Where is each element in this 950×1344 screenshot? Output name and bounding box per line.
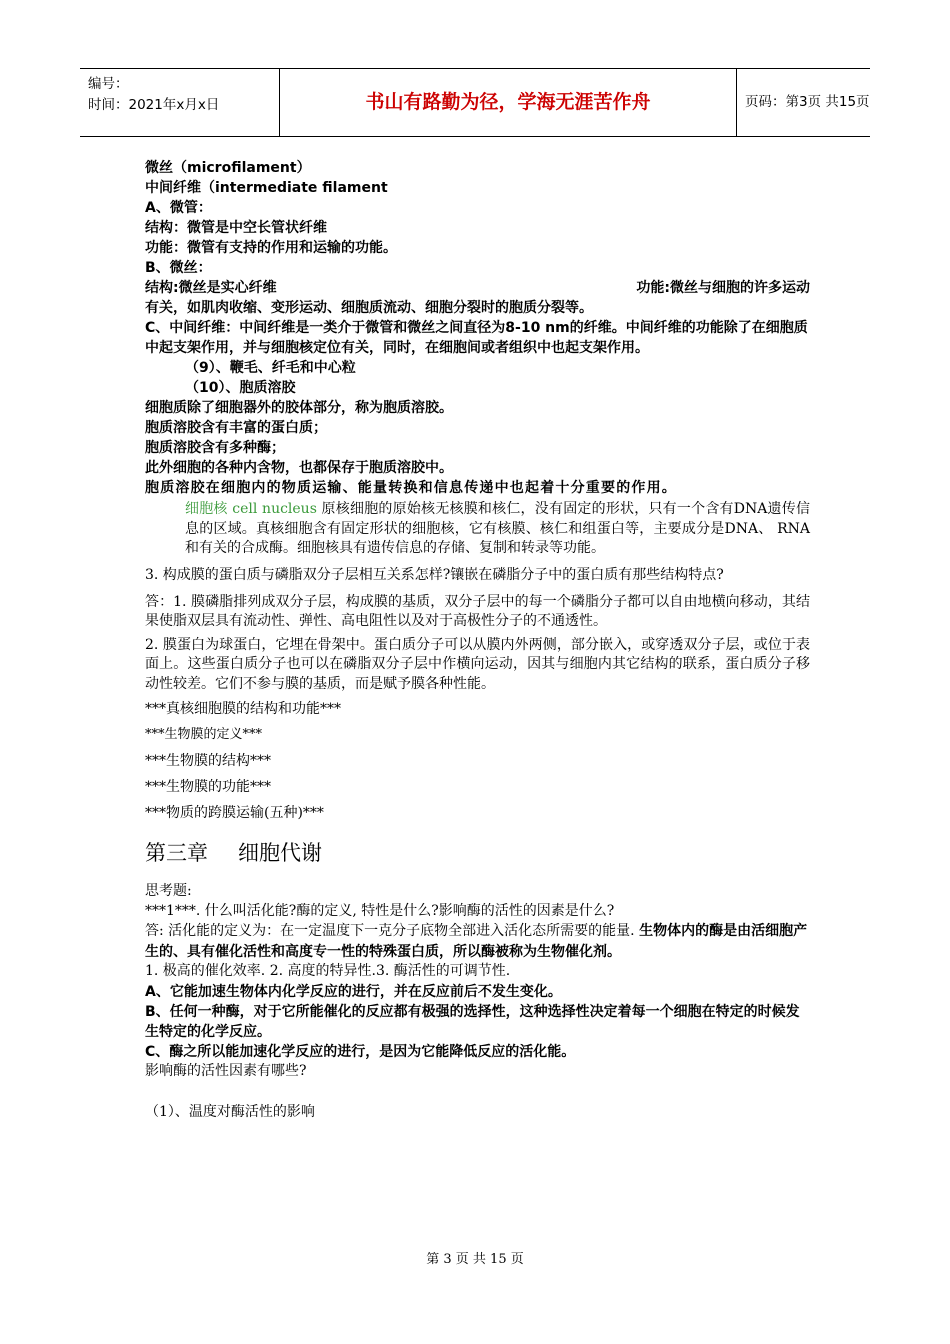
- cytosol-role: 胞质溶胶在细胞内的物质运输、能量转换和信息传递中也起着十分重要的作用。: [145, 480, 677, 496]
- property-c: C、酶之所以能加速化学反应的进行，是因为它能降低反应的活化能。: [145, 1043, 576, 1060]
- chapter-number: 第三章: [145, 841, 208, 865]
- cytosol-enzymes: 胞质溶胶含有多种酶；: [145, 440, 285, 456]
- section-definition: ***生物膜的定义***: [145, 727, 263, 742]
- page-header: [80, 68, 870, 137]
- section-structure: ***生物膜的结构***: [145, 753, 271, 769]
- answer-lead: 答: 活化能的定义为：在一定温度下一克分子底物全部进入活化态所需要的能量.: [145, 923, 640, 939]
- enzyme-properties: 1. 极高的催化效率. 2. 高度的特异性.3. 酶活性的可调节性.: [145, 963, 511, 979]
- answer-activation: [145, 921, 810, 962]
- heading-flagella: （9）、鞭毛、纤毛和中心粒: [185, 360, 356, 376]
- microtubule-function: 功能：微管有支持的作用和运输的功能。: [145, 240, 397, 256]
- question-1: ***1***. 什么叫活化能?酶的定义, 特性是什么?影响酶的活性的因素是什么?: [145, 902, 615, 919]
- property-a: A、它能加速生物体内化学反应的进行，并在反应前后不发生变化。: [145, 983, 562, 1000]
- heading-cytosol: （10）、胞质溶胶: [185, 380, 296, 396]
- think-label: 思考题:: [145, 883, 192, 899]
- section-transport: ***物质的跨膜运输(五种)***: [145, 805, 324, 821]
- doc-time-label: 时间：2021年x月x日: [88, 97, 220, 113]
- question-3: 3. 构成膜的蛋白质与磷脂双分子层相互关系怎样?镶嵌在磷脂分子中的蛋白质有那些结构特点?: [145, 566, 724, 583]
- page-footer: 第 3 页 共 15 页: [426, 1252, 524, 1267]
- document-body: [145, 158, 810, 1123]
- microfilament-function-cont: 有关，如肌肉收缩、变形运动、细胞质流动、细胞分裂时的胞质分裂等。: [145, 300, 593, 316]
- cytosol-protein: 胞质溶胶含有丰富的蛋白质；: [145, 420, 327, 436]
- temperature-heading: （1）、温度对酶活性的影响: [145, 1104, 315, 1120]
- answer-enzyme-def: 生物体内的酶是由活细胞产生的、具有催化活性和高度专一性的特殊蛋白质，所以酶被称为生物催化剂。: [145, 923, 808, 960]
- chapter-title: 细胞代谢: [238, 841, 322, 865]
- factors-question: 影响酶的活性因素有哪些?: [145, 1062, 307, 1079]
- microfilament-function: 功能:微丝与细胞的许多运动: [636, 280, 810, 296]
- property-b: B、任何一种酶，对于它所能催化的反应都有极强的选择性，这种选择性决定着每一个细胞在特定的时候发生特定的化学反应。: [145, 1003, 800, 1040]
- nucleus-text: 原核细胞的原始核无核膜和核仁，没有固定的形状，只有一个含有DNA遗传信息的区域。真核细胞含有固定形状的细胞核，它有核膜、核仁和组蛋白等，主要成分是DNA、 RNA和有关的合成酶。细胞核具有遗传信息的存储、复制和转录等功能。: [185, 501, 810, 556]
- section-function: ***生物膜的功能***: [145, 779, 271, 795]
- cytosol-inclusions: 此外细胞的各种内含物，也都保存于胞质溶胶中。: [145, 460, 453, 476]
- doc-id-label: 编号：: [88, 76, 129, 92]
- heading-microtubule: A、微管：: [145, 200, 212, 216]
- intermediate-filament-text: C、中间纤维：中间纤维是一类介于微管和微丝之间直径为8-10 nm的纤维。中间纤维的功能除了在细胞质中起支架作用，并与细胞核定位有关，同时，在细胞间或者组织中也起支架作用。: [145, 320, 808, 356]
- line-microfilament: 微丝（microfilament）: [145, 160, 311, 176]
- heading-microfilament: B、微丝：: [145, 260, 212, 276]
- nucleus-term: 细胞核 cell nucleus: [185, 501, 317, 517]
- cytosol-def: 细胞质除了细胞器外的胶体部分，称为胞质溶胶。: [145, 400, 453, 416]
- answer-part-2: 2. 膜蛋白为球蛋白，它埋在骨架中。蛋白质分子可以从膜内外两侧，部分嵌入，或穿透双分子层，或位于表面上。这些蛋白质分子也可以在磷脂双分子层中作横向运动，因其与细胞内其它结构的联系，蛋白质分子移动性较差。它们不参与膜的基质，而是赋予膜各种性能。: [145, 636, 810, 692]
- header-motto: 书山有路勤为径，学海无涯苦作舟: [279, 69, 737, 136]
- nucleus-paragraph: [145, 500, 810, 559]
- microfilament-row: [145, 278, 810, 298]
- microtubule-structure: 结构：微管是中空长管状纤维: [145, 220, 327, 236]
- microfilament-structure: 结构:微丝是实心纤维: [145, 280, 277, 296]
- section-membrane: ***真核细胞膜的结构和功能***: [145, 701, 341, 717]
- chapter-heading: [145, 838, 810, 868]
- line-intermediate-filament: 中间纤维（intermediate filament: [145, 180, 388, 196]
- header-page-info: 页码：第3页 共15页: [745, 94, 870, 110]
- header-info: [80, 69, 279, 136]
- answer-part-1: 答：1. 膜磷脂排列成双分子层，构成膜的基质，双分子层中的每一个磷脂分子都可以自由地横向移动，其结果使脂双层具有流动性、弹性、高电阻性以及对于高极性分子的不通透性。: [145, 593, 810, 629]
